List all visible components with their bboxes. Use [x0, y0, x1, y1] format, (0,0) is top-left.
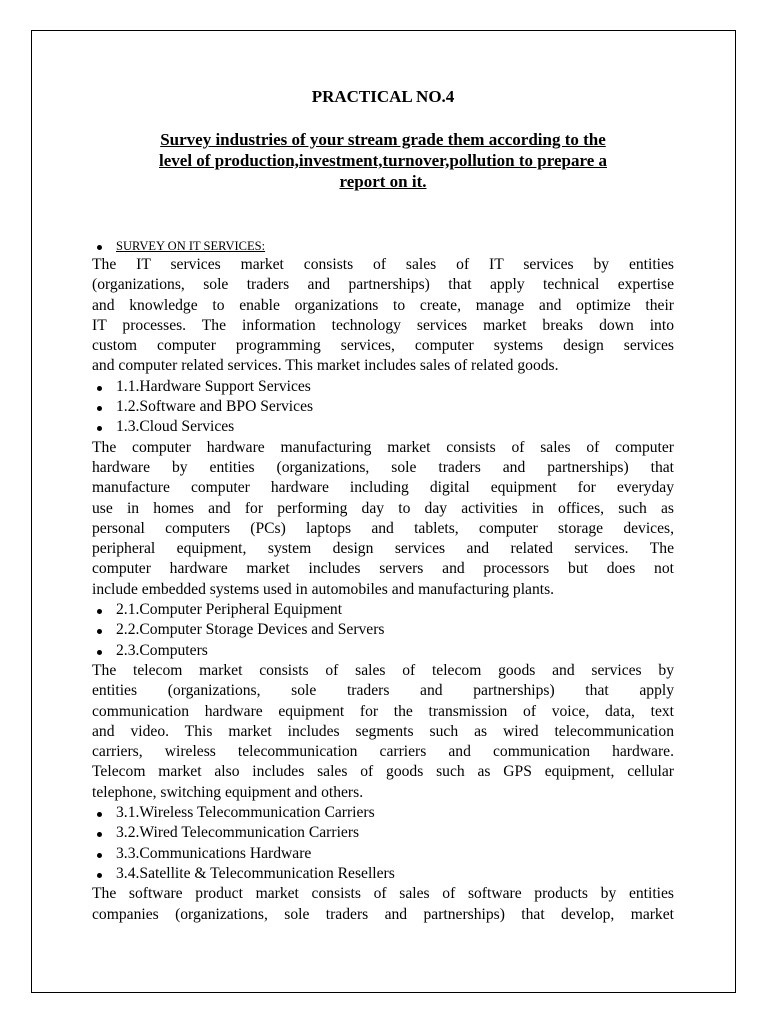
paragraph-line: IT processes. The information technology services market breaks down into — [92, 316, 674, 334]
document-subtitle — [92, 129, 674, 192]
paragraph-line: use in homes and for performing day to day activities in offices, such as — [92, 499, 674, 517]
subtitle-line: Survey industries of your stream grade them according to the — [160, 130, 606, 149]
paragraph-telecom — [92, 661, 674, 803]
paragraph-line: companies (organizations, sole traders and partnerships) that develop, market — [92, 905, 674, 923]
paragraph-line: The software product market consists of sales of software products by entities — [92, 885, 674, 903]
list-item: 2.3.Computers — [92, 641, 674, 661]
bullet-list-hardware — [92, 600, 674, 661]
paragraph-line: and computer related services. This market includes sales of related goods. — [92, 357, 559, 375]
paragraph-line: The IT services market consists of sales of IT services by entities — [92, 256, 674, 273]
paragraph-line: peripheral equipment, system design services and related services. The — [92, 540, 674, 558]
paragraph-software — [92, 884, 674, 925]
paragraph-line: Telecom market also includes sales of goods such as GPS equipment, cellular — [92, 763, 674, 781]
paragraph-line: telephone, switching equipment and others. — [92, 783, 364, 801]
section-heading: SURVEY ON IT SERVICES: — [92, 238, 674, 255]
list-item: 3.3.Communications Hardware — [92, 844, 674, 864]
bullet-list-telecom — [92, 803, 674, 884]
list-item: 1.2.Software and BPO Services — [92, 397, 674, 417]
list-item: 3.2.Wired Telecommunication Carriers — [92, 823, 674, 843]
paragraph-line: The telecom market consists of sales of telecom goods and services by — [92, 661, 674, 679]
paragraph-line: personal computers (PCs) laptops and tablets, computer storage devices, — [92, 519, 674, 537]
paragraph-line: communication hardware equipment for the transmission of voice, data, text — [92, 702, 674, 720]
list-item: 3.4.Satellite & Telecommunication Resellers — [92, 864, 674, 884]
paragraph-line: carriers, wireless telecommunication carriers and communication hardware. — [92, 743, 674, 761]
bullet-list-it-services — [92, 377, 674, 438]
paragraph-line: (organizations, sole traders and partnerships) that apply technical expertise — [92, 276, 674, 294]
paragraph-line: custom computer programming services, computer systems design services — [92, 337, 674, 355]
subtitle-line: level of production,investment,turnover,pollution to prepare a — [159, 151, 607, 170]
document-title: PRACTICAL NO.4 — [311, 87, 455, 106]
paragraph-line: The computer hardware manufacturing market consists of sales of computer — [92, 438, 674, 456]
list-item: 2.1.Computer Peripheral Equipment — [92, 600, 674, 620]
paragraph-line: computer hardware market includes servers and processors but does not — [92, 560, 674, 578]
paragraph-line: entities (organizations, sole traders and partnerships) that apply — [92, 682, 674, 700]
list-item: 1.1.Hardware Support Services — [92, 377, 674, 397]
paragraph-line: manufacture computer hardware including digital equipment for everyday — [92, 479, 674, 497]
list-item: 3.1.Wireless Telecommunication Carriers — [92, 803, 674, 823]
list-item: 1.3.Cloud Services — [92, 417, 674, 437]
document-body — [92, 86, 674, 925]
paragraph-line: include embedded systems used in automobiles and manufacturing plants. — [92, 580, 555, 598]
paragraph-line: and video. This market includes segments such as wired telecommunication — [92, 722, 674, 740]
subtitle-line: report on it. — [339, 172, 427, 191]
paragraph-line: hardware by entities (organizations, sole traders and partnerships) that — [92, 458, 674, 476]
paragraph-it-services — [92, 255, 674, 377]
list-item: 2.2.Computer Storage Devices and Servers — [92, 620, 674, 640]
paragraph-line: and knowledge to enable organizations to create, manage and optimize their — [92, 296, 674, 314]
paragraph-hardware — [92, 438, 674, 600]
